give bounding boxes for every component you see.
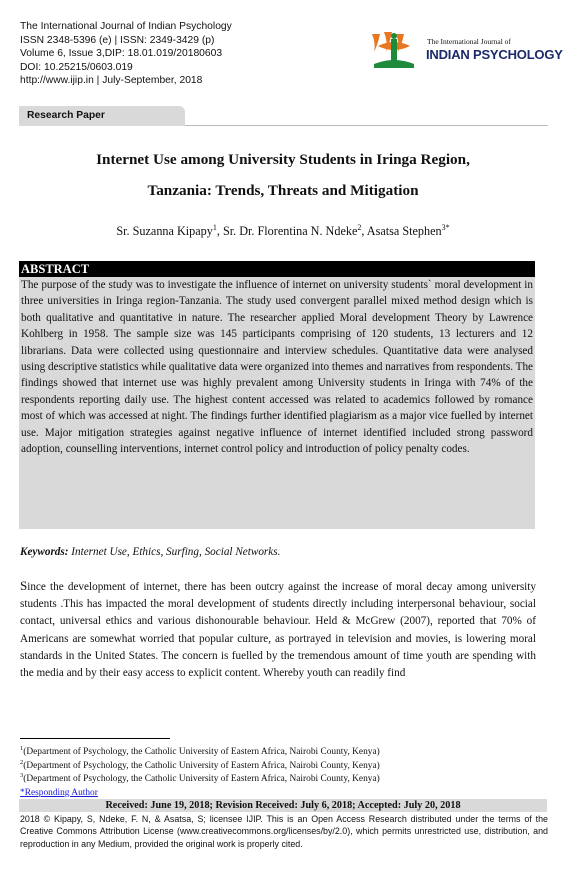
license-text: 2018 © Kipapy, S, Ndeke, F. N, & Asatsa, S; licensee IJIP. This is an Open Access Research distributed under the terms of the Creative Commons Attribution License (www.creativecommons.org/licenses/by/2.0), which permits unrestricted use, distribution, and reproduction in any Medium, provided the original work is properly cited.: [20, 814, 548, 849]
abstract-heading: ABSTRACT: [19, 261, 535, 277]
body-paragraph: [20, 577, 536, 682]
section-tab: Research Paper: [19, 106, 185, 126]
footnote-2: [20, 759, 380, 771]
journal-metadata: [20, 20, 232, 88]
issn: ISSN 2348-5396 (e) | ISSN: 2349-3429 (p): [20, 34, 215, 46]
logo-line1: The International Journal of: [427, 37, 511, 46]
abstract-text: The purpose of the study was to investigate the influence of internet on university students` moral development in three universities in Iringa region-Tanzania. The study used convergent parallel mixed method design which is both qualitative and quantitative in nature. The researcher applied Moral development Theory by Lawrence Kohlberg in 1958. The sample size was 145 participants comprising of 120 students, 13 lecturers and 12 librarians. Data were collected using questionnaire and interview schedules. Quantitative data were analysed using descriptive statistics while qualitative data were organized into themes and narratives from respondents. The findings showed that internet use was highly prevalent among University students in Iringa with 74% of the respondents reporting daily use. The highest content accessed was related to academics followed by romance most of which was accessed at night. The findings further identified plagiarism as a major vice fuelled by internet use. Major mitigation strategies against negative influence of internet identified included strong password adoption, counselling interventions, internet control policy and introduction of policy penalty codes.: [19, 277, 535, 529]
footnote-text: (Department of Psychology, the Catholic University of Eastern Africa, Nairobi County, Kenya): [23, 761, 380, 772]
footnote-text: (Department of Psychology, the Catholic University of Eastern Africa, Nairobi County, Kenya): [23, 774, 380, 785]
journal-logo: [364, 30, 563, 70]
author-name: Sr. Suzanna Kipapy: [116, 224, 213, 239]
footnote-mark: 1: [20, 745, 24, 752]
footnote-divider: [20, 738, 170, 739]
paper-title-line2: Tanzania: Trends, Threats and Mitigation: [147, 182, 419, 199]
logo-line2: INDIAN PSYCHOLOGY: [426, 47, 563, 62]
lotus-figure-icon: [364, 30, 426, 70]
footnote-mark: 2: [20, 759, 24, 766]
volume-issue: Volume 6, Issue 3,DIP: 18.01.019/20180603: [20, 48, 223, 60]
authors: Sr. Suzanna Kipapy$^1$, Sr. Dr. Florentina N. Ndeke$^2$, Asatsa Stephen$^{3*}$: [116, 223, 450, 239]
author-affiliation-mark: 3*: [441, 223, 450, 232]
keywords: [20, 546, 280, 558]
author-affiliation-mark: 1: [212, 223, 217, 232]
keywords-text: Internet Use, Ethics, Surfing, Social Networks.: [71, 546, 281, 558]
body-first-letter: S: [20, 578, 28, 593]
header-divider: [185, 125, 548, 126]
journal-name: The International Journal of Indian Psychology: [20, 21, 232, 32]
author-name: Sr. Dr. Florentina N. Ndeke: [222, 224, 358, 239]
author-name: Asatsa Stephen: [366, 224, 442, 239]
footnote-mark: 3: [20, 772, 24, 779]
url-and-date: http://www.ijip.in | July-September, 2018: [20, 75, 203, 87]
paper-title-line1: Internet Use among University Students in Iringa Region,: [96, 151, 470, 168]
body-text: ince the development of internet, there has been outcry against the increase of moral decay among university students .This has impacted the moral development of students directly including interpersonal behaviour, social contact, universal ethics and various dishonourable behaviour. Held & McGrew (2007), reported that 70% of Americans are somewhat worried that popular culture, as portrayed in television and movies, is lowering moral standards in the United States. The concern is fuelled by the tremendous amount of time youth are spending with the media and by their easy access to explicit content. Whereby youth can readily find: [20, 581, 536, 680]
responding-author-link[interactable]: *Responding Author: [20, 788, 98, 798]
footnote-text: (Department of Psychology, the Catholic University of Eastern Africa, Nairobi County, Kenya): [23, 747, 380, 758]
keywords-label: Keywords:: [20, 546, 69, 558]
received-dates: Received: June 19, 2018; Revision Received: July 6, 2018; Accepted: July 20, 2018: [19, 799, 547, 812]
author-affiliation-mark: 2: [357, 223, 362, 232]
footnote-1: [20, 745, 380, 757]
doi: DOI: 10.25215/0603.019: [20, 61, 133, 73]
footnote-3: [20, 772, 380, 784]
